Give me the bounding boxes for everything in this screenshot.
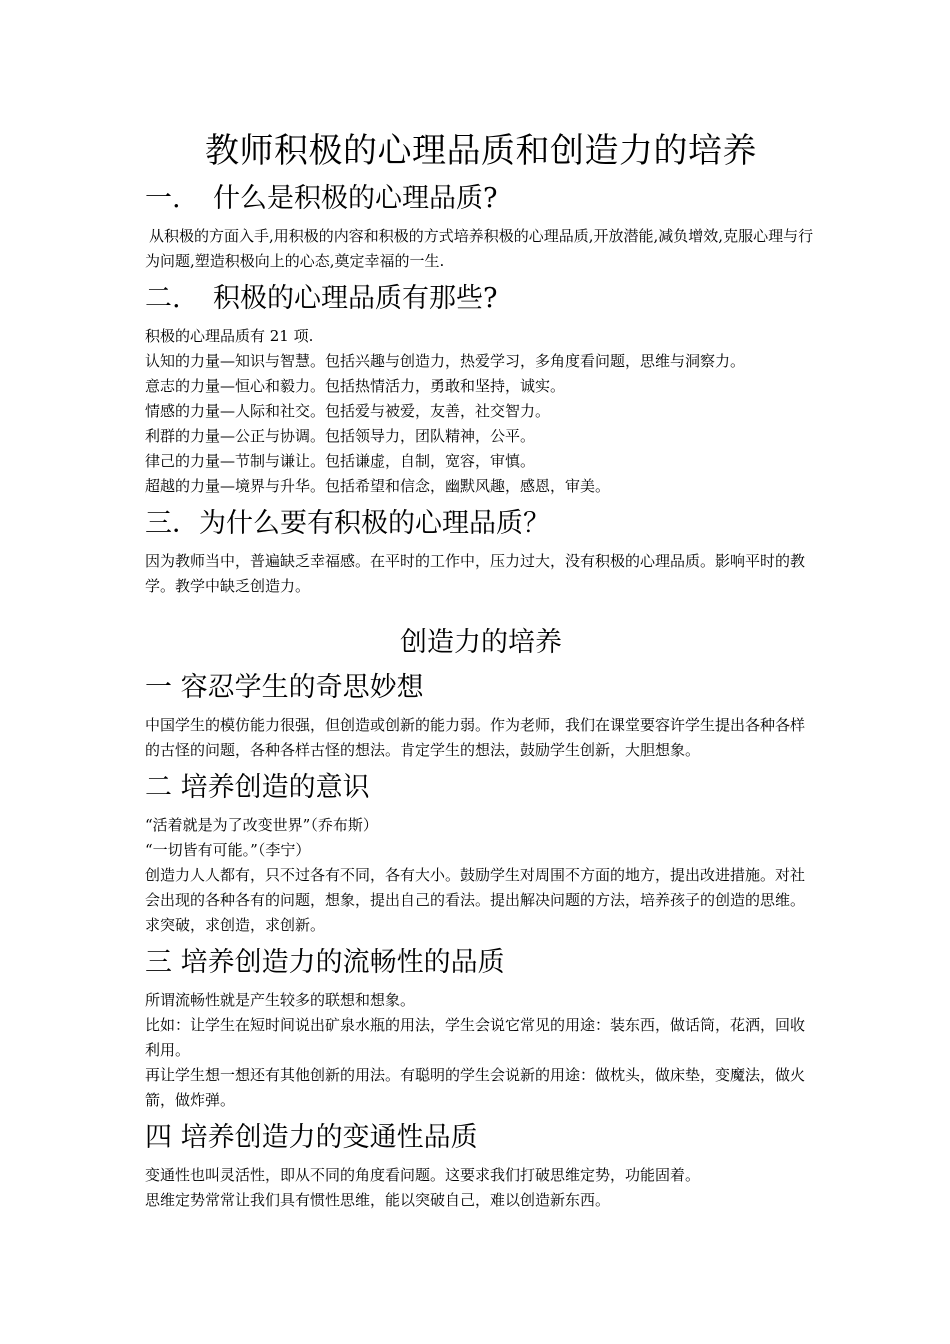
subtitle: 创造力的培养 bbox=[400, 627, 562, 658]
paragraph: 从积极的方面入手,用积极的内容和积极的方式培养积极的心理品质,开放潜能,减负增效,克服心理与行为问题,塑造积极向上的心态,奠定幸福的一生. bbox=[145, 227, 814, 270]
paragraph: 比如：让学生在短时间说出矿泉水瓶的用法，学生会说它常见的用途：装东西，做话筒，花洒，回收利用。 bbox=[145, 1016, 806, 1059]
section-number: 二. bbox=[145, 283, 181, 314]
section-heading-text: 什么是积极的心理品质? bbox=[213, 183, 498, 214]
document-title: 教师积极的心理品质和创造力的培养 bbox=[205, 131, 757, 171]
section-heading bbox=[145, 180, 817, 218]
list-line: 意志的力量—恒心和毅力。包括热情活力，勇敢和坚持，诚实。 bbox=[145, 377, 566, 395]
section-heading: 二 培养创造的意识 bbox=[145, 772, 370, 803]
section-heading: 三 培养创造力的流畅性的品质 bbox=[145, 947, 505, 978]
section-2 bbox=[145, 280, 817, 499]
quote-line: “活着就是为了改变世界”（乔布斯） bbox=[145, 816, 378, 834]
list-line: 超越的力量—境界与升华。包括希望和信念，幽默风趣，感恩，审美。 bbox=[145, 477, 611, 495]
paragraph: 因为教师当中，普遍缺乏幸福感。在平时的工作中，压力过大，没有积极的心理品质。影响平时的教学。教学中缺乏创造力。 bbox=[145, 552, 806, 595]
section-heading: 三．为什么要有积极的心理品质？ bbox=[145, 508, 550, 539]
paragraph: 思维定势常常让我们具有惯性思维，能以突破自己，难以创造新东西。 bbox=[145, 1191, 611, 1209]
section-1 bbox=[145, 180, 817, 274]
list-line: 积极的心理品质有 21 项. bbox=[145, 327, 314, 345]
section-number: 一. bbox=[145, 183, 181, 214]
section-heading: 一 容忍学生的奇思妙想 bbox=[145, 672, 424, 703]
creativity-section-3 bbox=[145, 944, 817, 1113]
section-heading bbox=[145, 280, 817, 318]
list-line: 律己的力量—节制与谦让。包括谦虚，自制，宽容，审慎。 bbox=[145, 452, 536, 470]
list-line: 利群的力量—公正与协调。包括领导力，团队精神，公平。 bbox=[145, 427, 536, 445]
paragraph: 创造力人人都有，只不过各有不同，各有大小。鼓励学生对周围不方面的地方，提出改进措施。对社会出现的各种各有的问题，想象，提出自己的看法。提出解决问题的方法，培养孩子的创造的思维。求突破，求创造，求创新。 bbox=[145, 866, 806, 934]
paragraph: 所谓流畅性就是产生较多的联想和想象。 bbox=[145, 991, 416, 1009]
section-heading-text: 积极的心理品质有那些? bbox=[213, 283, 498, 314]
creativity-section-4 bbox=[145, 1119, 817, 1213]
paragraph: 变通性也叫灵活性，即从不同的角度看问题。这要求我们打破思维定势，功能固着。 bbox=[145, 1166, 701, 1184]
list-line: 情感的力量—人际和社交。包括爱与被爱，友善，社交智力。 bbox=[145, 402, 551, 420]
section-heading: 四 培养创造力的变通性品质 bbox=[145, 1122, 478, 1153]
quote-line: “一切皆有可能。”（李宁） bbox=[145, 841, 311, 859]
creativity-section-1 bbox=[145, 669, 817, 763]
document-page bbox=[145, 128, 817, 1219]
list-line: 认知的力量—知识与智慧。包括兴趣与创造力，热爱学习，多角度看问题，思维与洞察力。 bbox=[145, 352, 746, 370]
section-3 bbox=[145, 505, 817, 599]
creativity-section-2 bbox=[145, 769, 817, 938]
paragraph: 再让学生想一想还有其他创新的用法。有聪明的学生会说新的用途：做枕头，做床垫，变魔法，做火箭，做炸弹。 bbox=[145, 1066, 806, 1109]
paragraph: 中国学生的模仿能力很强，但创造或创新的能力弱。作为老师，我们在课堂要容许学生提出各种各样的古怪的问题，各种各样古怪的想法。肯定学生的想法，鼓励学生创新，大胆想象。 bbox=[145, 716, 806, 759]
